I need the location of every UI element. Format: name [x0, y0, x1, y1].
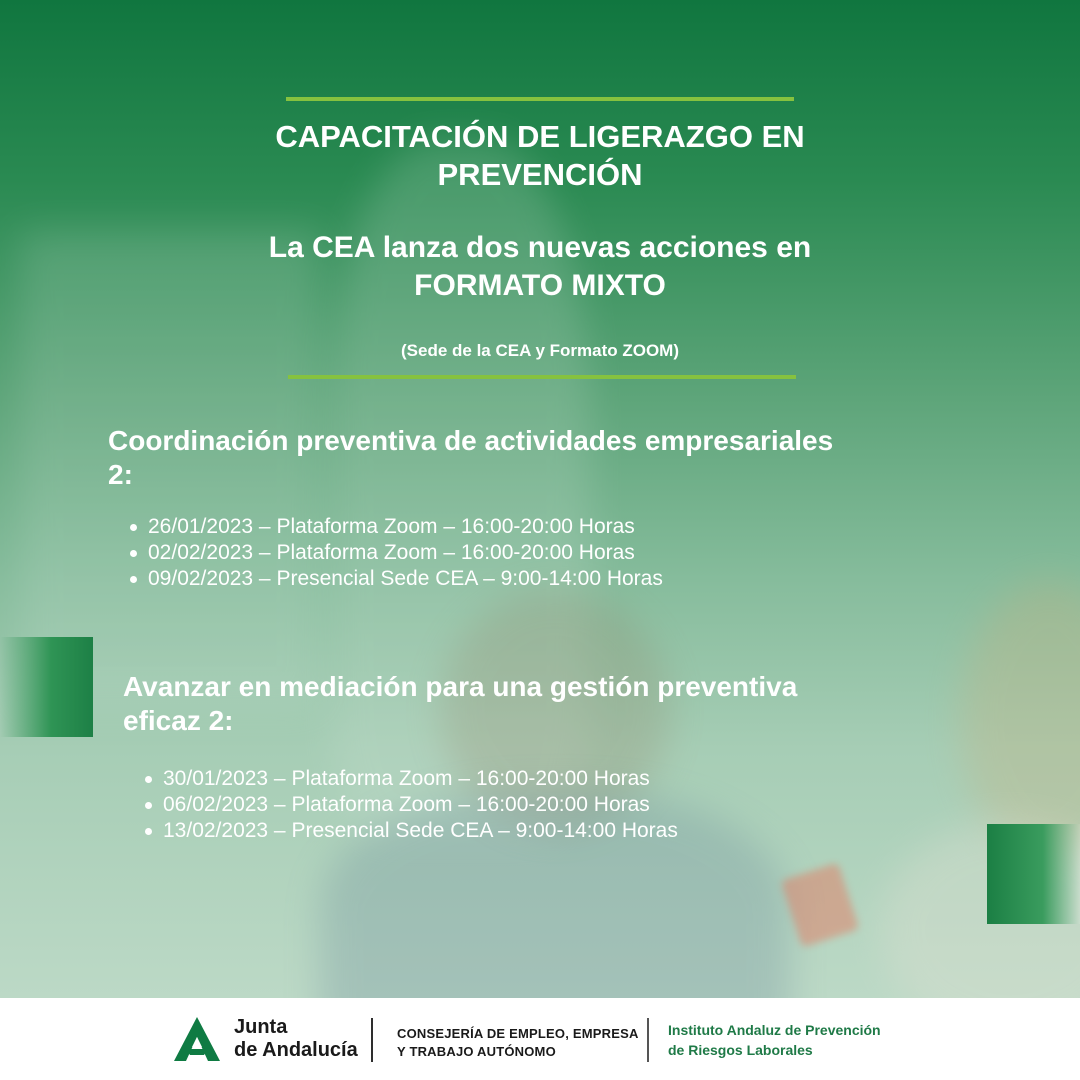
list-item: 30/01/2023 – Plataforma Zoom – 16:00-20:00 Horas — [141, 766, 678, 792]
attendee-right-head-photo-area — [960, 580, 1080, 860]
junta-andalucia-logo-text — [234, 1016, 358, 1062]
list-item: 13/02/2023 – Presencial Sede CEA – 9:00-14:00 Horas — [141, 818, 678, 844]
section-2-title — [123, 670, 943, 738]
middle-divider — [288, 375, 796, 379]
subtitle-line-1: La CEA lanza dos nuevas acciones en — [268, 231, 812, 264]
instituto-line-2: de Riesgos Laborales — [668, 1042, 813, 1058]
list-item: 09/02/2023 – Presencial Sede CEA – 9:00-14:00 Horas — [126, 566, 663, 592]
footer — [0, 998, 1080, 1080]
footer-divider — [371, 1018, 373, 1062]
list-item: 02/02/2023 – Plataforma Zoom – 16:00-20:00 Horas — [126, 540, 663, 566]
section-2-title-line-2: eficaz 2: — [123, 705, 234, 736]
subtitle-line-2: FORMATO MIXTO — [414, 269, 666, 302]
paper-photo-area — [781, 862, 860, 947]
junta-andalucia-logo-icon — [172, 1015, 222, 1063]
consejeria-line-1: CONSEJERÍA DE EMPLEO, EMPRESA — [397, 1026, 639, 1041]
consejeria-line-2: Y TRABAJO AUTÓNOMO — [397, 1044, 556, 1059]
list-item: 26/01/2023 – Plataforma Zoom – 16:00-20:00 Horas — [126, 514, 663, 540]
decorative-green-block-left — [0, 637, 93, 737]
page-title — [0, 118, 1080, 194]
top-divider — [286, 97, 794, 101]
instituto-name — [668, 1020, 881, 1060]
logo-line-2: de Andalucía — [234, 1039, 358, 1061]
logo-line-1: Junta — [234, 1016, 288, 1038]
consejeria-name — [397, 1025, 639, 1061]
list-item: 06/02/2023 – Plataforma Zoom – 16:00-20:00 Horas — [141, 792, 678, 818]
format-note: (Sede de la CEA y Formato ZOOM) — [400, 341, 680, 360]
title-line-2: PREVENCIÓN — [437, 157, 643, 192]
section-2-title-line-1: Avanzar en mediación para una gestión preventiva — [123, 671, 798, 702]
section-1-title-line-2: 2: — [108, 459, 133, 490]
section-1-title — [108, 424, 988, 492]
section-2-schedule-list — [141, 766, 678, 844]
section-1-title-line-1: Coordinación preventiva de actividades empresariales — [108, 425, 834, 456]
section-1-schedule-list — [126, 514, 663, 592]
decorative-green-block-right — [987, 824, 1080, 924]
subtitle — [0, 229, 1080, 305]
instituto-line-1: Instituto Andaluz de Prevención — [668, 1022, 881, 1038]
footer-divider — [647, 1018, 649, 1062]
title-line-1: CAPACITACIÓN DE LIGERAZGO EN — [275, 119, 805, 154]
